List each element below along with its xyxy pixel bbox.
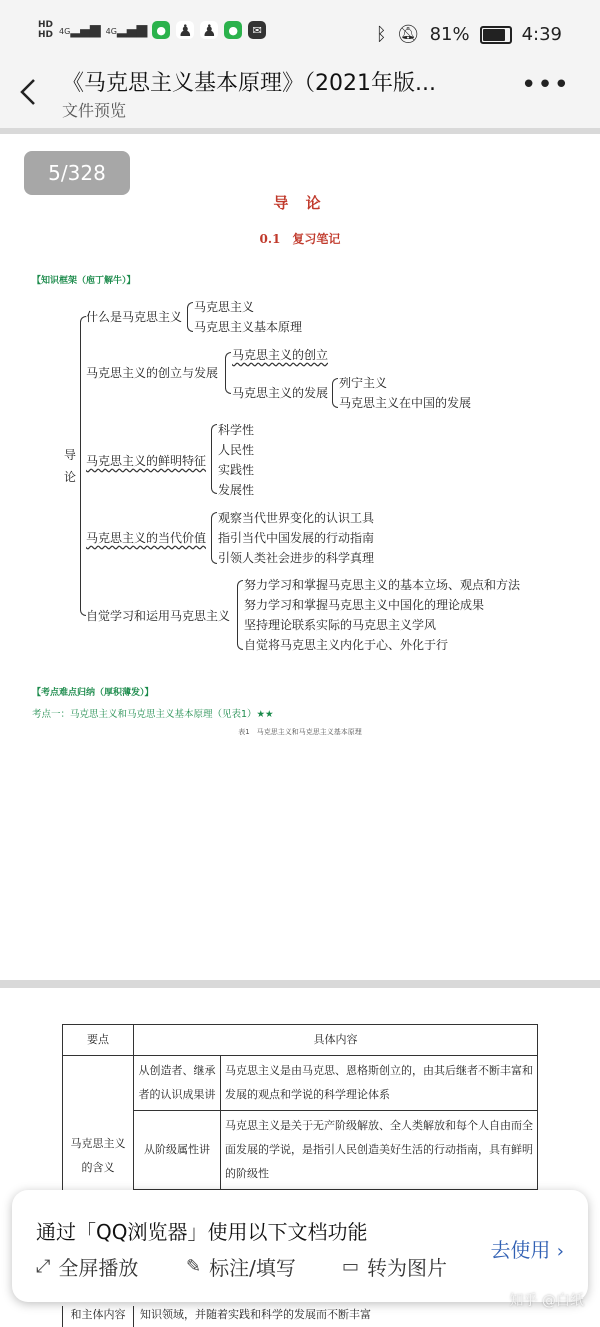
app-header [0,62,600,128]
mindmap-leaf: 自觉将马克思主义内化于心、外化于行 [244,638,449,652]
page-indicator: 5/328 [24,151,130,195]
more-icon[interactable]: ••• [520,70,570,100]
mindmap-leaf: 观察当代世界变化的认识工具 [218,511,375,525]
image-icon: ▭ [342,1256,360,1277]
feature-label: 转为图片 [367,1256,448,1280]
go-use-button[interactable]: 去使用 › [490,1238,564,1262]
mindmap-leaf: 马克思主义的发展 [232,386,329,400]
page-title: 《马克思主义基本原理》（2021年版... [62,71,436,96]
watermark: 知乎 @白纸 [509,1293,584,1309]
mindmap-brace [211,512,217,564]
mail-icon: ✉ [248,21,266,39]
back-icon[interactable] [18,76,38,116]
mindmap-leaf: 努力学习和掌握马克思主义的基本立场、观点和方法 [244,578,521,592]
section-title: 0.1 复习笔记 [259,232,341,246]
clock: 4:39 [521,24,562,45]
table-row [62,1306,539,1327]
page-subtitle: 文件预览 [62,101,127,120]
fullscreen-button[interactable] [36,1252,138,1281]
annotate-button[interactable] [186,1252,296,1281]
mindmap-leaf: 马克思主义 [194,300,255,314]
mindmap-branch: 什么是马克思主义 [86,310,183,324]
mindmap-branch: 马克思主义的当代价值 [86,531,207,545]
signal-icon: 4G▂▄▆ [59,22,100,38]
battery-icon [480,26,512,44]
mindmap-brace [225,352,231,394]
banner-title: 通过「QQ浏览器」使用以下文档功能 [36,1220,368,1244]
mindmap-brace [332,378,338,408]
table-cell: 马克思主义是由马克思、恩格斯创立的，由其后继者不断丰富和发展的观点和学说的科学理论体系 [221,1056,538,1111]
mindmap-branch: 马克思主义的鲜明特征 [86,454,207,468]
table-row [63,1111,538,1190]
keypoint-heading: 考点一：马克思主义和马克思主义基本原理（见表1）★★ [32,709,274,720]
hd-label: HD [38,20,54,30]
mindmap-brace [187,302,193,332]
mindmap-leaf: 努力学习和掌握马克思主义中国化的理论成果 [244,598,485,612]
mindmap-leaf: 发展性 [218,483,255,497]
mindmap-leaf: 马克思主义基本原理 [194,320,303,334]
table-cell: 马克思主义是关于无产阶级解放、全人类解放和每个人自由而全面发展的学说，是指引人民创造美好生活的行动指南，具有鲜明的阶级性 [221,1111,538,1190]
mindmap-brace [237,580,243,650]
table-group-label: 马克思主义的含义 [63,1056,134,1257]
fullscreen-icon: ⤢ [36,1256,51,1277]
mindmap-leaf: 列宁主义 [339,376,388,390]
table-cell: 知识领域，并随着实践和科学的发展而不断丰富 [133,1306,371,1327]
mindmap-leaf: 坚持理论联系实际的马克思主义学风 [244,618,437,632]
edit-icon: ✎ [186,1256,202,1277]
feature-label: 全屏播放 [58,1256,139,1280]
wechat-icon: ● [152,21,170,39]
mindmap-leaf: 人民性 [218,443,255,457]
table-header-row [63,1025,538,1056]
mindmap-leaf: 引领人类社会进步的科学真理 [218,551,375,565]
mindmap-leaf: 实践性 [218,463,255,477]
table-cell: 和主体内容 [70,1308,126,1321]
signal-icon: 4G▂▄▆ [105,22,147,38]
mute-icon: 🔕︎ [396,24,420,45]
chevron-right-icon: › [556,1241,564,1262]
qq-icon: ♟ [178,20,193,40]
table-header: 具体内容 [134,1025,538,1056]
table-caption: 表1 马克思主义和马克思主义基本原理 [238,728,362,736]
wechat-icon: ● [224,21,242,39]
chapter-title: 导 论 [273,194,327,212]
status-bar [0,0,600,62]
table-cell: 从阶级属性讲 [134,1111,221,1190]
status-right [376,24,562,45]
mindmap-branch: 自觉学习和运用马克思主义 [86,609,231,623]
keypoints-label: 【考点难点归纳（厚积薄发）】 [32,688,154,698]
qq-browser-banner[interactable] [12,1190,588,1302]
mindmap-leaf: 马克思主义的创立 [232,348,329,362]
mindmap-root: 导论 [64,448,77,484]
page-divider [0,980,600,988]
feature-label: 标注/填写 [209,1256,296,1280]
mindmap-leaf: 指引当代中国发展的行动指南 [218,531,375,545]
hd-label: HD [38,30,54,40]
qq-icon: ♟ [202,20,217,40]
bluetooth-icon: ᛒ [375,24,387,45]
mindmap-branch: 马克思主义的创立与发展 [86,366,219,380]
table-row [63,1056,538,1111]
mindmap-leaf: 科学性 [218,423,255,437]
framework-label: 【知识框架（庖丁解牛）】 [32,276,136,286]
mindmap-brace [211,424,217,494]
convert-image-button[interactable] [342,1252,447,1281]
table-cell: 从创造者、继承者的认识成果讲 [134,1056,221,1111]
battery-fill [483,29,506,41]
hd-indicators [38,20,53,40]
status-left [38,20,266,40]
mindmap-leaf: 马克思主义在中国的发展 [339,396,472,410]
table-header: 要点 [63,1025,134,1056]
battery-percent: 81% [429,24,470,45]
